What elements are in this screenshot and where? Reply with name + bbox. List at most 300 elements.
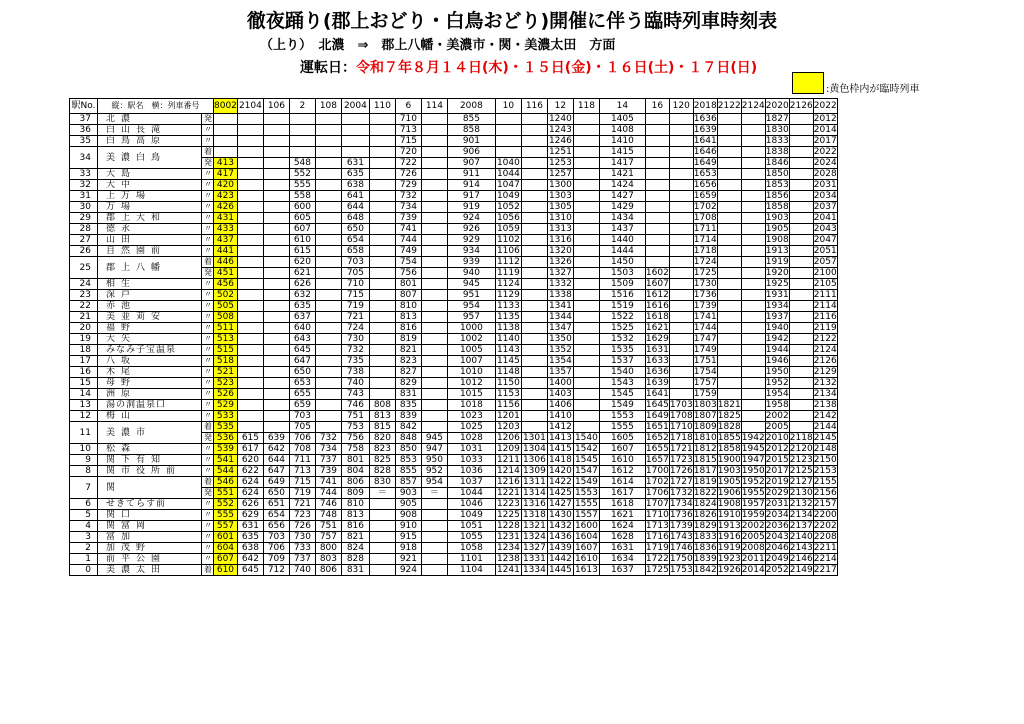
departure-time: 2146: [789, 554, 813, 564]
departure-time: 2031: [813, 180, 837, 190]
departure-time: [521, 378, 547, 389]
departure-time: [369, 521, 395, 532]
station-name: 富加: [98, 532, 202, 543]
departure-time: [717, 224, 741, 235]
station-no: 0: [70, 565, 98, 576]
departure-time: [573, 213, 599, 224]
arr-dep-mark: 〃: [202, 466, 214, 477]
departure-time: 715: [289, 477, 315, 488]
departure-time: 1450: [599, 257, 645, 268]
departure-time: 1410: [548, 411, 572, 421]
station-no: 22: [70, 301, 98, 312]
departure-time: 1439: [548, 543, 572, 553]
departure-time: [369, 510, 395, 521]
departure-time: 2008: [741, 543, 765, 553]
departure-time: 751: [341, 411, 369, 422]
departure-time: 1700: [645, 466, 669, 476]
departure-time: 637: [289, 312, 315, 323]
departure-time: 523: [214, 378, 238, 389]
departure-time: [789, 136, 813, 147]
departure-time: 1007: [447, 356, 495, 367]
station-name: 相生: [98, 279, 202, 290]
departure-time: [789, 246, 813, 257]
departure-time: 1900: [717, 455, 741, 465]
departure-time: 743: [341, 389, 369, 400]
departure-time: 626: [237, 499, 263, 510]
departure-time: 2153: [813, 466, 837, 476]
departure-time: [717, 367, 741, 378]
departure-time: 1201: [496, 411, 520, 421]
departure-time: [263, 290, 289, 301]
departure-time: [573, 400, 599, 411]
departure-time: 1815: [693, 455, 717, 465]
departure-time: 1926: [717, 565, 741, 575]
departure-time: 726: [289, 521, 315, 532]
arr-dep-mark: 〃: [202, 499, 214, 510]
departure-time: 635: [237, 532, 263, 543]
departure-time: 801: [341, 455, 369, 466]
departure-time: 1051: [447, 521, 495, 532]
departure-time: 1839: [693, 554, 717, 564]
departure-time: [263, 345, 289, 356]
departure-time: 1106: [496, 246, 520, 256]
departure-time: 1639: [645, 378, 669, 388]
arr-dep-mark: 発: [202, 488, 214, 499]
departure-time: 940: [447, 268, 495, 279]
departure-time: [741, 147, 765, 158]
departure-time: 1432: [548, 521, 572, 531]
departure-time: [573, 114, 599, 125]
departure-time: 1412: [548, 422, 572, 432]
departure-time: 446: [214, 257, 238, 268]
departure-time: 2214: [813, 554, 837, 564]
departure-time: 641: [341, 191, 369, 202]
departure-time: 739: [395, 213, 421, 224]
departure-time: 1403: [548, 389, 572, 399]
departure-time: 1903: [717, 466, 741, 476]
departure-time: [369, 345, 395, 356]
departure-time: 1743: [669, 532, 693, 542]
departure-time: 1913: [765, 246, 789, 256]
departure-time: 555: [214, 510, 238, 521]
departure-time: 858: [447, 125, 495, 136]
departure-time: [263, 147, 289, 158]
departure-time: [741, 389, 765, 400]
departure-time: 708: [289, 444, 315, 455]
departure-time: [741, 411, 765, 422]
departure-time: [645, 169, 669, 180]
departure-time: 423: [214, 191, 238, 202]
departure-time: 658: [341, 246, 369, 257]
departure-time: 810: [341, 499, 369, 510]
departure-time: [421, 323, 447, 334]
departure-time: [717, 235, 741, 246]
departure-time: 954: [447, 301, 495, 312]
station-name: 前平公園: [98, 554, 202, 565]
departure-time: 2036: [765, 521, 789, 531]
departure-time: [789, 356, 813, 367]
station-name: 美並苅安: [98, 312, 202, 323]
departure-time: [421, 114, 447, 125]
departure-time: [645, 202, 669, 213]
departure-time: 2132: [789, 499, 813, 509]
departure-time: [669, 290, 693, 301]
departure-time: [421, 554, 447, 565]
departure-time: 1725: [645, 565, 669, 575]
departure-time: [315, 202, 341, 213]
train-number-header: 116: [521, 99, 547, 114]
departure-time: 2125: [789, 466, 813, 476]
departure-time: 732: [341, 345, 369, 356]
departure-time: [521, 257, 547, 268]
station-name: 梅山: [98, 411, 202, 422]
departure-time: [521, 235, 547, 246]
departure-time: 604: [214, 543, 238, 554]
departure-time: [237, 367, 263, 378]
departure-time: 951: [447, 290, 495, 301]
departure-time: [421, 213, 447, 224]
departure-time: 1817: [693, 466, 717, 476]
train-number-header: 110: [369, 99, 395, 114]
departure-time: 1442: [548, 554, 572, 564]
arr-dep-mark: 〃: [202, 180, 214, 191]
station-name: 白山長滝: [98, 125, 202, 136]
departure-time: 709: [263, 554, 289, 565]
departure-time: 1445: [548, 565, 572, 575]
departure-time: 1047: [496, 180, 520, 190]
departure-time: [315, 158, 341, 169]
departure-time: 1741: [693, 312, 717, 322]
departure-time: 1301: [522, 433, 546, 443]
departure-time: 1542: [574, 444, 598, 454]
operation-dates: [300, 57, 757, 77]
departure-time: 1931: [765, 290, 789, 300]
departure-time: [237, 246, 263, 257]
departure-time: [573, 301, 599, 312]
departure-time: 1410: [599, 136, 645, 147]
departure-time: 645: [289, 345, 315, 356]
departure-time: [237, 257, 263, 268]
departure-time: 1124: [496, 279, 520, 289]
departure-time: 1246: [548, 136, 572, 146]
departure-time: 740: [289, 565, 315, 576]
station-name: 美濃太田: [98, 565, 202, 576]
departure-time: [789, 125, 813, 136]
station-no: 16: [70, 367, 98, 378]
arr-dep-mark: 発: [202, 268, 214, 279]
departure-time: 1545: [574, 455, 598, 465]
departure-time: 656: [263, 521, 289, 532]
departure-time: 1304: [522, 444, 546, 454]
departure-time: 639: [263, 433, 289, 444]
departure-time: 1905: [717, 477, 741, 487]
departure-time: 1727: [669, 477, 693, 487]
departure-time: 1352: [548, 345, 572, 355]
departure-time: [717, 301, 741, 312]
departure-time: 539: [214, 444, 238, 455]
departure-time: 635: [289, 301, 315, 312]
arr-dep-mark: 〃: [202, 532, 214, 543]
table-row: [70, 389, 838, 400]
arr-dep-mark: 〃: [202, 323, 214, 334]
departure-time: [263, 411, 289, 422]
departure-time: 1910: [717, 510, 741, 520]
departure-time: 2140: [789, 532, 813, 542]
departure-time: [669, 147, 693, 158]
train-number-header: 2022: [813, 99, 837, 114]
departure-time: 1604: [574, 532, 598, 542]
departure-time: 655: [289, 389, 315, 400]
arr-dep-mark: 〃: [202, 378, 214, 389]
departure-time: 721: [289, 499, 315, 510]
departure-time: 1257: [548, 169, 572, 179]
departure-time: [789, 389, 813, 400]
departure-time: [495, 136, 521, 147]
departure-time: 952: [421, 466, 447, 477]
departure-time: 1211: [496, 455, 520, 465]
station-name: 美濃白鳥: [98, 147, 202, 169]
departure-time: 607: [214, 554, 238, 565]
departure-time: 1853: [765, 180, 789, 190]
departure-time: 749: [395, 246, 421, 257]
departure-time: 1525: [599, 323, 645, 334]
departure-time: [669, 268, 693, 279]
arr-dep-mark: 〃: [202, 312, 214, 323]
departure-time: 417: [214, 169, 238, 180]
departure-time: 2012: [813, 114, 837, 124]
departure-time: 1052: [496, 202, 520, 212]
departure-time: 1318: [522, 510, 546, 520]
departure-time: 1425: [548, 488, 572, 498]
departure-time: 1311: [522, 477, 546, 487]
departure-time: 2217: [813, 565, 837, 575]
departure-time: 1334: [522, 565, 546, 575]
departure-time: 1350: [548, 334, 572, 344]
departure-time: 1940: [765, 323, 789, 333]
departure-time: [669, 356, 693, 367]
departure-time: 1812: [693, 444, 717, 454]
departure-time: [369, 301, 395, 312]
departure-time: [315, 125, 341, 136]
departure-time: [315, 367, 341, 378]
train-number-header: 2126: [789, 99, 813, 114]
departure-time: [214, 147, 238, 158]
departure-time: 1540: [599, 367, 645, 378]
station-no: 36: [70, 125, 98, 136]
station-name: 洲原: [98, 389, 202, 400]
departure-time: [263, 378, 289, 389]
departure-time: 1710: [645, 510, 669, 520]
departure-time: 1314: [522, 488, 546, 498]
table-row: [70, 565, 838, 576]
departure-time: 1659: [693, 191, 717, 201]
table-row: [70, 191, 838, 202]
departure-time: [669, 169, 693, 180]
departure-time: 1018: [447, 400, 495, 411]
departure-time: 1721: [669, 444, 693, 454]
departure-time: 1613: [574, 565, 598, 575]
departure-time: 2031: [765, 499, 789, 509]
departure-time: [717, 147, 741, 158]
departure-time: 2130: [789, 488, 813, 498]
departure-time: 857: [395, 477, 421, 488]
departure-time: 2157: [813, 499, 837, 509]
departure-time: [741, 400, 765, 411]
departure-time: [521, 334, 547, 345]
departure-time: 1807: [693, 411, 717, 421]
departure-time: [315, 136, 341, 147]
departure-time: [789, 257, 813, 268]
departure-time: 1341: [548, 301, 572, 311]
arr-dep-mark: 〃: [202, 400, 214, 411]
departure-time: 2118: [789, 433, 813, 443]
timetable-header: [70, 99, 838, 114]
arr-dep-mark: 〃: [202, 455, 214, 466]
departure-time: 839: [395, 411, 421, 422]
station-name: 松森: [98, 444, 202, 455]
departure-time: 2010: [765, 433, 789, 443]
departure-time: [741, 235, 765, 246]
departure-time: 2150: [813, 455, 837, 465]
arr-dep-mark: 発: [202, 433, 214, 444]
departure-time: 535: [214, 422, 238, 433]
departure-time: [669, 235, 693, 246]
departure-time: 2014: [741, 565, 765, 575]
departure-time: 1617: [599, 488, 645, 499]
station-name: 北濃: [98, 114, 202, 125]
departure-time: 2149: [789, 565, 813, 575]
departure-time: [717, 334, 741, 345]
departure-time: 1241: [496, 565, 520, 575]
station-header: 縦：駅名 横：列車番号: [98, 99, 214, 114]
departure-time: 1649: [693, 158, 717, 168]
departure-time: [421, 521, 447, 532]
departure-time: 647: [263, 466, 289, 477]
station-no: 31: [70, 191, 98, 202]
date-label: 運転日：: [300, 60, 356, 76]
station-no: 23: [70, 290, 98, 301]
station-name: 関口: [98, 510, 202, 521]
departure-time: [237, 191, 263, 202]
departure-time: 1923: [717, 554, 741, 564]
departure-time: [369, 543, 395, 554]
departure-time: [741, 191, 765, 202]
table-row: [70, 224, 838, 235]
departure-time: 456: [214, 279, 238, 290]
departure-time: 1641: [645, 389, 669, 399]
departure-time: 1942: [741, 433, 765, 443]
departure-time: 1716: [645, 532, 669, 542]
departure-time: 2134: [789, 510, 813, 520]
departure-time: 2144: [813, 422, 837, 432]
train-number-header: 118: [573, 99, 599, 114]
arr-dep-mark: 〃: [202, 246, 214, 257]
departure-time: [741, 169, 765, 180]
departure-time: 1327: [548, 268, 572, 278]
departure-time: 1310: [548, 213, 572, 223]
departure-time: [741, 246, 765, 257]
departure-time: [263, 158, 289, 169]
station-no: 1: [70, 554, 98, 565]
departure-time: 1732: [669, 488, 693, 498]
departure-time: 713: [289, 466, 315, 477]
departure-time: 1916: [717, 532, 741, 542]
departure-time: [741, 213, 765, 224]
departure-time: 2005: [765, 422, 789, 432]
departure-time: [421, 235, 447, 246]
departure-time: [369, 334, 395, 345]
departure-time: 850: [395, 444, 421, 455]
arr-dep-mark: 〃: [202, 444, 214, 455]
departure-time: 713: [395, 125, 421, 136]
departure-time: 1600: [574, 521, 598, 531]
departure-time: 1357: [548, 367, 572, 377]
departure-time: 557: [214, 521, 238, 532]
departure-time: 2123: [789, 455, 813, 465]
departure-time: 1624: [599, 521, 645, 532]
table-row: [70, 312, 838, 323]
departure-time: [237, 411, 263, 422]
departure-time: 1344: [548, 312, 572, 322]
departure-time: 808: [369, 400, 395, 411]
train-number-header: 2004: [341, 99, 369, 114]
departure-time: 1726: [669, 466, 693, 476]
departure-time: 1055: [447, 532, 495, 543]
departure-time: [263, 180, 289, 191]
departure-time: 529: [214, 400, 238, 411]
departure-time: [573, 257, 599, 268]
departure-time: 934: [447, 246, 495, 257]
departure-time: 1427: [548, 499, 572, 509]
departure-time: 1842: [693, 565, 717, 575]
departure-time: 632: [289, 290, 315, 301]
departure-time: 1825: [717, 411, 741, 421]
departure-time: [789, 268, 813, 279]
departure-time: 1228: [496, 521, 520, 531]
departure-time: 1326: [548, 257, 572, 267]
departure-time: 2017: [813, 136, 837, 146]
departure-time: 653: [289, 378, 315, 389]
departure-time: 622: [237, 466, 263, 477]
departure-time: 1750: [669, 554, 693, 564]
train-number-header: 2124: [741, 99, 765, 114]
station-name: 上万場: [98, 191, 202, 202]
departure-time: [669, 114, 693, 125]
departure-time: 1637: [599, 565, 645, 576]
departure-time: [263, 323, 289, 334]
departure-time: 2046: [765, 543, 789, 553]
departure-time: 1908: [765, 235, 789, 245]
departure-time: 2143: [789, 543, 813, 553]
departure-time: 821: [395, 345, 421, 356]
departure-time: [369, 554, 395, 565]
departure-time: 831: [395, 389, 421, 400]
departure-time: 1645: [645, 400, 669, 410]
train-number-header: 2018: [693, 99, 717, 114]
departure-time: [263, 213, 289, 224]
departure-time: [237, 147, 263, 158]
station-no: 9: [70, 455, 98, 466]
departure-time: [263, 235, 289, 246]
departure-time: 748: [315, 510, 341, 521]
departure-time: 1708: [693, 213, 717, 223]
departure-time: 1316: [548, 235, 572, 245]
departure-time: 2051: [813, 246, 837, 256]
departure-time: 1707: [645, 499, 669, 509]
departure-time: 654: [263, 510, 289, 521]
departure-time: [421, 191, 447, 202]
departure-time: [263, 202, 289, 213]
